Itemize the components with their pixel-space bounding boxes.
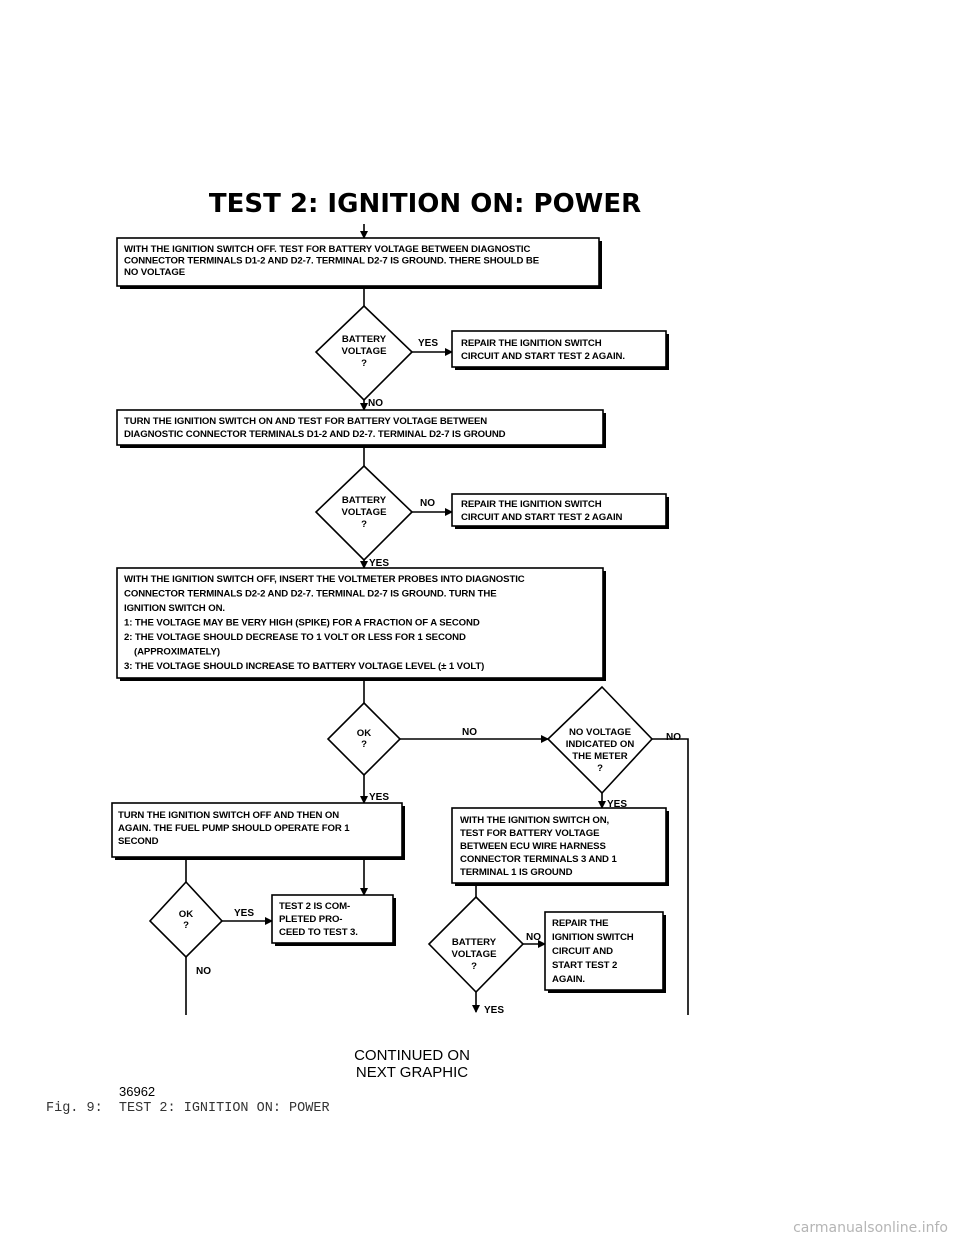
label-yes-dec1: YES [418,338,439,349]
text-line: CONNECTOR TERMINALS D2-2 AND D2-7. TERMINAL D2-7 IS GROUND. TURN THE [124,588,497,600]
text-line: VOLTAGE [341,346,387,357]
label-no-dec3: NO [526,932,541,943]
decision-battery-3 [429,897,523,992]
text-line: CIRCUIT AND START TEST 2 AGAIN. [461,351,625,362]
text-line: BATTERY [341,495,387,506]
continued-note [354,1047,470,1081]
box-repair1 [452,331,669,370]
text-line: TURN THE IGNITION SWITCH ON AND TEST FOR BATTERY VOLTAGE BETWEEN [124,416,488,427]
text-line: BETWEEN ECU WIRE HARNESS [460,841,606,852]
text-line: TURN THE IGNITION SWITCH OFF AND THEN ON [118,810,340,821]
label-no-dec2: NO [420,498,435,509]
text-line: ? [597,763,603,774]
box-complete [272,895,396,946]
box-step1 [117,238,602,289]
text-line: VOLTAGE [451,949,497,960]
text-line: BATTERY [341,334,387,345]
watermark: carmanualsonline.info [793,1220,948,1236]
text-line: CONTINUED ON [354,1047,470,1064]
text-line: SECOND [118,836,159,847]
label-no-dec1: NO [368,398,383,409]
text-line: REPAIR THE [552,918,609,929]
box-step2 [117,410,606,448]
text-line: IGNITION SWITCH ON. [124,603,225,614]
text-line: ? [361,358,367,369]
text-line: 2: THE VOLTAGE SHOULD DECREASE TO 1 VOLT OR LESS FOR 1 SECOND [124,632,466,643]
text-line: WITH THE IGNITION SWITCH OFF. TEST FOR BATTERY VOLTAGE BETWEEN DIAGNOSTIC [124,244,531,255]
text-line: IGNITION SWITCH [552,932,634,943]
text-line: REPAIR THE IGNITION SWITCH [461,499,602,510]
text-line: 3: THE VOLTAGE SHOULD INCREASE TO BATTERY VOLTAGE LEVEL (± 1 VOLT) [124,661,485,672]
decision-ok-1 [328,703,400,775]
diagram-title: TEST 2: IGNITION ON: POWER [208,189,642,219]
text-line: CIRCUIT AND [552,946,613,957]
text-line: PLETED PRO- [279,914,343,925]
text-line: ? [361,519,367,530]
text-line: OK [356,728,372,739]
text-line: ? [361,739,367,750]
decision-battery-2 [316,466,412,560]
figure-caption: Fig. 9: TEST 2: IGNITION ON: POWER [46,1101,330,1116]
text-line: 1: THE VOLTAGE MAY BE VERY HIGH (SPIKE) FOR A FRACTION OF A SECOND [124,617,480,629]
text-line: CONNECTOR TERMINALS D1-2 AND D2-7. TERMINAL D2-7 IS GROUND. THERE SHOULD BE [124,255,540,267]
box-repair3 [545,912,666,993]
label-no-decnv: NO [666,732,681,743]
text-line: CONNECTOR TERMINALS 3 AND 1 [460,854,617,865]
label-no-decok2: NO [196,966,211,977]
text-line: NO VOLTAGE [568,727,632,738]
text-line: ? [471,961,477,972]
text-line: WITH THE IGNITION SWITCH OFF, INSERT THE VOLTMETER PROBES INTO DIAGNOSTIC [124,574,525,585]
text-line: NO VOLTAGE [124,267,186,278]
text-line: DIAGNOSTIC CONNECTOR TERMINALS D1-2 AND D2-7. TERMINAL D2-7 IS GROUND [124,429,506,440]
text-line: WITH THE IGNITION SWITCH ON, [460,815,610,826]
label-yes-decnv: YES [607,799,628,810]
text-line: AGAIN. THE FUEL PUMP SHOULD OPERATE FOR 1 [118,823,350,834]
text-line: TERMINAL 1 IS GROUND [460,867,573,878]
text-line: ? [183,920,189,931]
box-step3 [117,568,606,681]
label-yes-dec2: YES [369,558,390,569]
text-line: NEXT GRAPHIC [355,1064,469,1081]
text-line: START TEST 2 [552,960,618,971]
box-repair2 [452,494,669,529]
text-line: (APPROXIMATELY) [134,646,220,658]
text-line: THE METER [572,751,628,762]
decision-no-voltage [548,687,652,793]
decision-battery-1 [316,306,412,400]
text-line: REPAIR THE IGNITION SWITCH [461,338,602,349]
text-line: TEST 2 IS COM- [279,901,351,912]
text-line: OK [178,909,194,920]
label-yes-dec3: YES [484,1005,505,1016]
text-line: VOLTAGE [341,507,387,518]
text-line: BATTERY [451,937,497,948]
label-no-decok: NO [462,727,477,738]
figure-number: 36962 [119,1084,156,1099]
text-line: TEST FOR BATTERY VOLTAGE [460,828,600,839]
text-line: INDICATED ON [565,739,635,750]
text-line: CIRCUIT AND START TEST 2 AGAIN [461,512,623,523]
label-yes-decok2: YES [234,908,255,919]
box-step4 [112,803,405,860]
text-line: AGAIN. [552,974,585,985]
text-line: CEED TO TEST 3. [279,927,358,938]
decision-ok-2 [150,882,222,957]
label-yes-decok: YES [369,792,390,803]
box-step5 [452,808,669,886]
